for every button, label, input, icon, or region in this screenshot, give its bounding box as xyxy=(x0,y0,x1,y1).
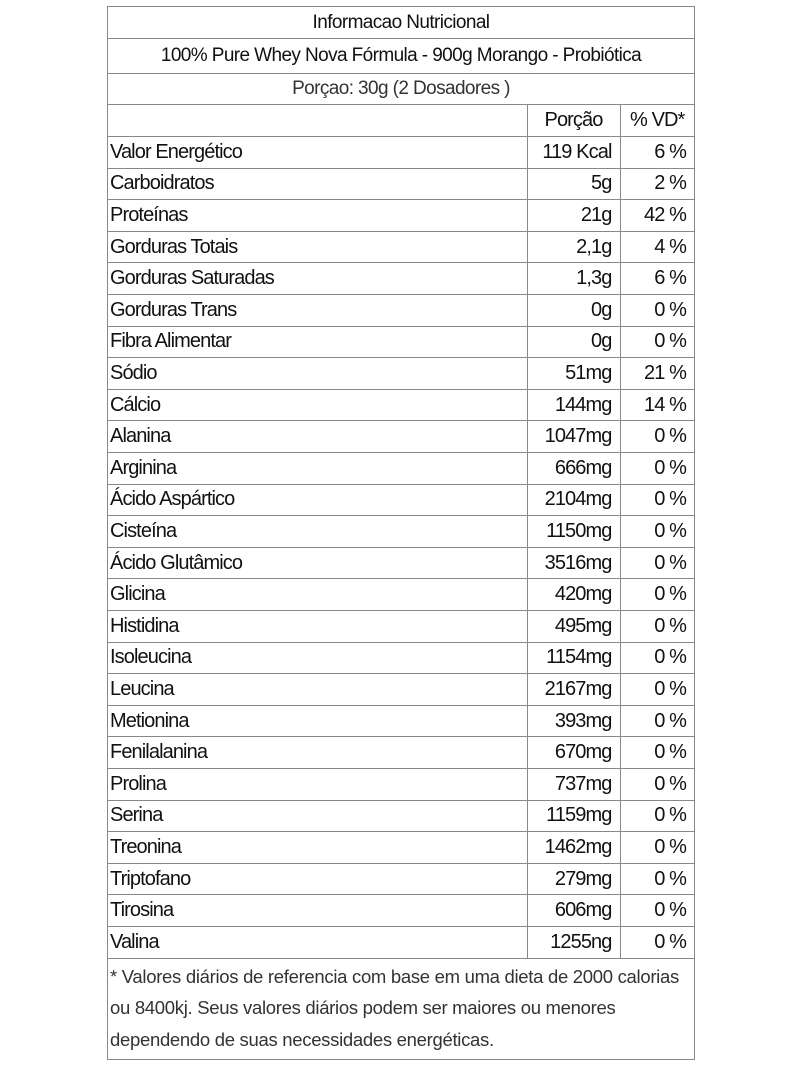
nutrient-amount: 495mg xyxy=(527,611,620,643)
nutrient-amount: 606mg xyxy=(527,895,620,927)
nutrient-name: Leucina xyxy=(108,674,527,706)
nutrient-amount: 2104mg xyxy=(527,484,620,516)
table-row xyxy=(108,832,694,864)
nutrient-name: Serina xyxy=(108,800,527,832)
nutrient-name: Metionina xyxy=(108,705,527,737)
nutrient-vd: 2 % xyxy=(620,168,694,200)
nutrition-facts-panel xyxy=(107,6,695,1060)
nutrient-name: Ácido Glutâmico xyxy=(108,547,527,579)
nutrient-vd: 42 % xyxy=(620,200,694,232)
nutrient-vd: 0 % xyxy=(620,516,694,548)
nutrient-name: Tirosina xyxy=(108,895,527,927)
nutrient-vd: 0 % xyxy=(620,895,694,927)
nutrient-vd: 0 % xyxy=(620,800,694,832)
nutrient-name: Proteínas xyxy=(108,200,527,232)
product-name: 100% Pure Whey Nova Fórmula - 900g Morango - Probiótica xyxy=(108,39,694,74)
table-row xyxy=(108,768,694,800)
table-row xyxy=(108,200,694,232)
nutrient-vd: 0 % xyxy=(620,832,694,864)
nutrient-name: Triptofano xyxy=(108,863,527,895)
nutrient-vd: 0 % xyxy=(620,674,694,706)
nutrient-vd: 0 % xyxy=(620,295,694,327)
nutrient-vd: 0 % xyxy=(620,863,694,895)
nutrient-name: Fibra Alimentar xyxy=(108,326,527,358)
table-row xyxy=(108,611,694,643)
nutrient-amount: 1159mg xyxy=(527,800,620,832)
nutrient-vd: 21 % xyxy=(620,358,694,390)
nutrient-vd: 0 % xyxy=(620,737,694,769)
nutrient-vd: 0 % xyxy=(620,326,694,358)
table-row xyxy=(108,579,694,611)
table-row xyxy=(108,231,694,263)
serving-size: Porçao: 30g (2 Dosadores ) xyxy=(108,74,694,105)
table-row xyxy=(108,516,694,548)
nutrient-amount: 1154mg xyxy=(527,642,620,674)
nutrient-amount: 2167mg xyxy=(527,674,620,706)
nutrient-name: Histidina xyxy=(108,611,527,643)
nutrient-name: Ácido Aspártico xyxy=(108,484,527,516)
footnote: * Valores diários de referencia com base em uma dieta de 2000 calorias ou 8400kj. Seus valores diários podem ser maiores ou menores dependendo de suas necessidades energéticas. xyxy=(110,965,679,1050)
nutrient-name: Fenilalanina xyxy=(108,737,527,769)
nutrient-amount: 0g xyxy=(527,326,620,358)
nutrient-name: Alanina xyxy=(108,421,527,453)
nutrient-amount: 1462mg xyxy=(527,832,620,864)
header-vd: % VD* xyxy=(620,105,694,137)
table-row xyxy=(108,137,694,169)
nutrient-name: Treonina xyxy=(108,832,527,864)
nutrient-name: Arginina xyxy=(108,453,527,485)
table-row xyxy=(108,547,694,579)
table-row xyxy=(108,642,694,674)
nutrient-amount: 393mg xyxy=(527,705,620,737)
nutrient-amount: 5g xyxy=(527,168,620,200)
nutrient-amount: 144mg xyxy=(527,389,620,421)
nutrient-vd: 0 % xyxy=(620,768,694,800)
table-row xyxy=(108,168,694,200)
table-row xyxy=(108,484,694,516)
nutrient-amount: 1047mg xyxy=(527,421,620,453)
nutrient-name: Gorduras Trans xyxy=(108,295,527,327)
header-nutrient xyxy=(108,105,527,137)
nutrition-table xyxy=(108,105,694,959)
table-row xyxy=(108,326,694,358)
table-row xyxy=(108,926,694,958)
nutrition-title: Informacao Nutricional xyxy=(108,7,694,39)
table-row xyxy=(108,389,694,421)
table-row xyxy=(108,895,694,927)
nutrient-amount: 666mg xyxy=(527,453,620,485)
nutrient-vd: 4 % xyxy=(620,231,694,263)
nutrient-vd: 0 % xyxy=(620,484,694,516)
nutrient-vd: 0 % xyxy=(620,453,694,485)
table-row xyxy=(108,453,694,485)
nutrient-name: Sódio xyxy=(108,358,527,390)
nutrient-amount: 279mg xyxy=(527,863,620,895)
nutrient-name: Cálcio xyxy=(108,389,527,421)
nutrient-amount: 1,3g xyxy=(527,263,620,295)
nutrient-amount: 21g xyxy=(527,200,620,232)
nutrient-name: Cisteína xyxy=(108,516,527,548)
nutrient-name: Glicina xyxy=(108,579,527,611)
nutrient-amount: 420mg xyxy=(527,579,620,611)
table-row xyxy=(108,263,694,295)
nutrient-vd: 6 % xyxy=(620,137,694,169)
table-row xyxy=(108,358,694,390)
nutrient-vd: 0 % xyxy=(620,421,694,453)
nutrient-name: Gorduras Totais xyxy=(108,231,527,263)
nutrient-name: Carboidratos xyxy=(108,168,527,200)
nutrient-name: Gorduras Saturadas xyxy=(108,263,527,295)
table-row xyxy=(108,737,694,769)
nutrient-name: Valor Energético xyxy=(108,137,527,169)
table-row xyxy=(108,863,694,895)
table-row xyxy=(108,674,694,706)
nutrient-amount: 0g xyxy=(527,295,620,327)
nutrient-amount: 2,1g xyxy=(527,231,620,263)
nutrient-amount: 51mg xyxy=(527,358,620,390)
nutrient-vd: 0 % xyxy=(620,611,694,643)
nutrient-name: Prolina xyxy=(108,768,527,800)
nutrient-vd: 6 % xyxy=(620,263,694,295)
table-row xyxy=(108,705,694,737)
nutrient-vd: 0 % xyxy=(620,926,694,958)
nutrient-vd: 0 % xyxy=(620,642,694,674)
nutrient-name: Valina xyxy=(108,926,527,958)
nutrient-amount: 3516mg xyxy=(527,547,620,579)
table-row xyxy=(108,800,694,832)
nutrient-vd: 0 % xyxy=(620,705,694,737)
table-header-row xyxy=(108,105,694,137)
nutrient-vd: 0 % xyxy=(620,579,694,611)
table-row xyxy=(108,421,694,453)
nutrient-amount: 1255ng xyxy=(527,926,620,958)
nutrient-amount: 119 Kcal xyxy=(527,137,620,169)
table-row xyxy=(108,295,694,327)
nutrient-amount: 737mg xyxy=(527,768,620,800)
nutrient-vd: 0 % xyxy=(620,547,694,579)
header-amount: Porção xyxy=(527,105,620,137)
nutrient-amount: 670mg xyxy=(527,737,620,769)
nutrient-vd: 14 % xyxy=(620,389,694,421)
nutrient-name: Isoleucina xyxy=(108,642,527,674)
nutrient-amount: 1150mg xyxy=(527,516,620,548)
